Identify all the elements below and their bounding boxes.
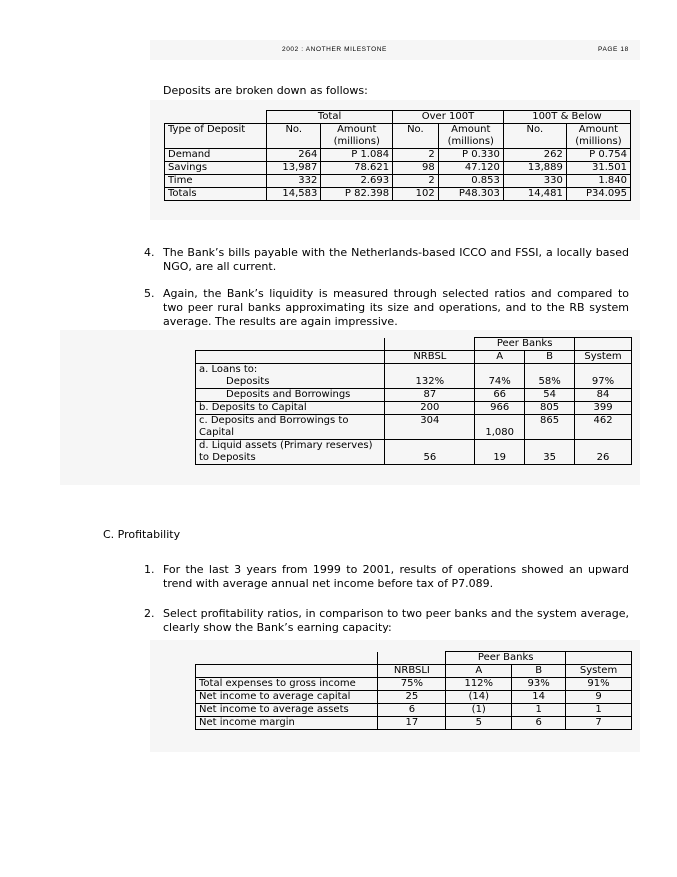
table-row: Net income to average capital 25 (14) 14 9 [196, 691, 632, 704]
profitability-col-b: B [512, 665, 566, 678]
liquidity-table [195, 337, 632, 465]
scan-shade-1 [150, 40, 640, 60]
profitability-col-nrbsli: NRBSLI [378, 665, 446, 678]
table-row: b. Deposits to Capital 200 966 805 399 [196, 402, 632, 415]
liquidity-col-a: A [475, 351, 525, 364]
liquidity-loans-to: a. Loans to: [196, 364, 385, 377]
deposits-col-no: No. [503, 124, 566, 149]
deposits-col-amount: Amount (millions) [566, 124, 630, 149]
section-c-item-2-number: 2. [144, 607, 155, 620]
table-row: Demand 264 P 1.084 2 P 0.330 262 P 0.754 [165, 149, 631, 162]
profitability-peer-header: Peer Banks [446, 652, 566, 665]
liquidity-col-system: System [575, 351, 632, 364]
table-row: Net income margin 17 5 6 7 [196, 717, 632, 730]
section-c-heading: C. Profitability [103, 528, 181, 541]
running-header-title: 2002 : ANOTHER MILESTONE [282, 46, 387, 53]
liquidity-col-b: B [525, 351, 575, 364]
liquidity-col-nrbsl: NRBSL [385, 351, 475, 364]
profitability-col-system: System [566, 665, 632, 678]
item-5-text: Again, the Bank’s liquidity is measured through selected ratios and compared to two peer rural banks approximating its size and operations, and to the RB system average. The results are again impressive. [163, 287, 629, 328]
deposits-group-total: Total [267, 111, 393, 124]
section-c-item-2-text: Select profitability ratios, in comparison to two peer banks and the system average, clearly show the Bank’s earning capacity: [163, 607, 629, 634]
table-row: Net income to average assets 6 (1) 1 1 [196, 704, 632, 717]
deposits-group-below: 100T & Below [503, 111, 630, 124]
deposits-type-header: Type of Deposit [165, 124, 267, 149]
table-row: d. Liquid assets (Primary reserves) to Deposits 56 19 35 26 [196, 440, 632, 465]
deposits-intro: Deposits are broken down as follows: [163, 84, 368, 97]
deposits-col-amount: Amount (millions) [438, 124, 503, 149]
profitability-table [195, 651, 632, 730]
table-row: Deposits and Borrowings 87 66 54 84 [196, 389, 632, 402]
profitability-col-a: A [446, 665, 512, 678]
table-row: Total expenses to gross income 75% 112% 93% 91% [196, 678, 632, 691]
table-row: c. Deposits and Borrowings to Capital 304 1,080 865 462 [196, 415, 632, 440]
section-c-item-1-number: 1. [144, 563, 155, 576]
running-header-page: PAGE 18 [598, 46, 629, 53]
deposits-table [164, 110, 631, 201]
item-4-number: 4. [144, 246, 155, 259]
table-row-totals: Totals 14,583 P 82.398 102 P48.303 14,481 P34.095 [165, 188, 631, 201]
deposits-col-no: No. [393, 124, 439, 149]
deposits-group-over: Over 100T [393, 111, 504, 124]
deposits-col-no: No. [267, 124, 321, 149]
item-5-number: 5. [144, 287, 155, 300]
section-c-item-1-text: For the last 3 years from 1999 to 2001, results of operations showed an upward trend with average annual net income before tax of P7.089. [163, 563, 629, 590]
table-row: Savings 13,987 78.621 98 47.120 13,889 31.501 [165, 162, 631, 175]
table-row: Deposits 132% 74% 58% 97% [196, 376, 632, 389]
table-row: Time 332 2.693 2 0.853 330 1.840 [165, 175, 631, 188]
item-4-text: The Bank’s bills payable with the Netherlands-based ICCO and FSSI, a locally based NGO, are all current. [163, 246, 629, 273]
liquidity-peer-header: Peer Banks [475, 338, 575, 351]
deposits-col-amount: Amount (millions) [321, 124, 393, 149]
